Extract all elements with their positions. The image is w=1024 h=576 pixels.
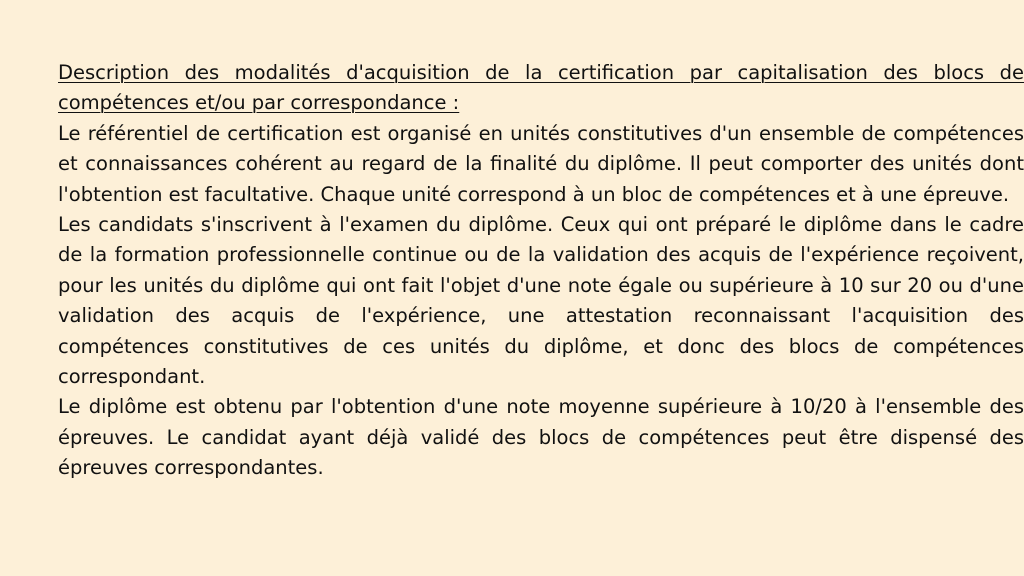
paragraph-obtention: Le diplôme est obtenu par l'obtention d'une note moyenne supérieure à 10/20 à l'ensemble des épreuves. Le candidat ayant déjà validé des blocs de compétences peut être dispensé des épreuves correspondantes. xyxy=(58,395,1024,480)
section-heading: Description des modalités d'acquisition de la certification par capitalisation des blocs de compétences et/ou par correspondance : xyxy=(58,61,1024,115)
paragraph-candidats: Les candidats s'inscrivent à l'examen du diplôme. Ceux qui ont préparé le diplôme dans le cadre de la formation professionnelle continue ou de la validation des acquis de l'expérience reçoivent, pour les unités du diplôme qui ont fait l'objet d'une note égale ou supérieure à 10 sur 20 ou d'une validation des acquis de l'expérience, une attestation reconnaissant l'acquisition des compétences constitutives de ces unités du diplôme, et donc des blocs de compétences correspondant. xyxy=(58,213,1024,389)
paragraph-referentiel: Le référentiel de certification est organisé en unités constitutives d'un ensemble de compétences et connaissances cohérent au regard de la finalité du diplôme. Il peut comporter des unités dont l'obtention est facultative. Chaque unité correspond à un bloc de compétences et à une épreuve. xyxy=(58,121,1024,206)
document-body xyxy=(58,58,1024,484)
